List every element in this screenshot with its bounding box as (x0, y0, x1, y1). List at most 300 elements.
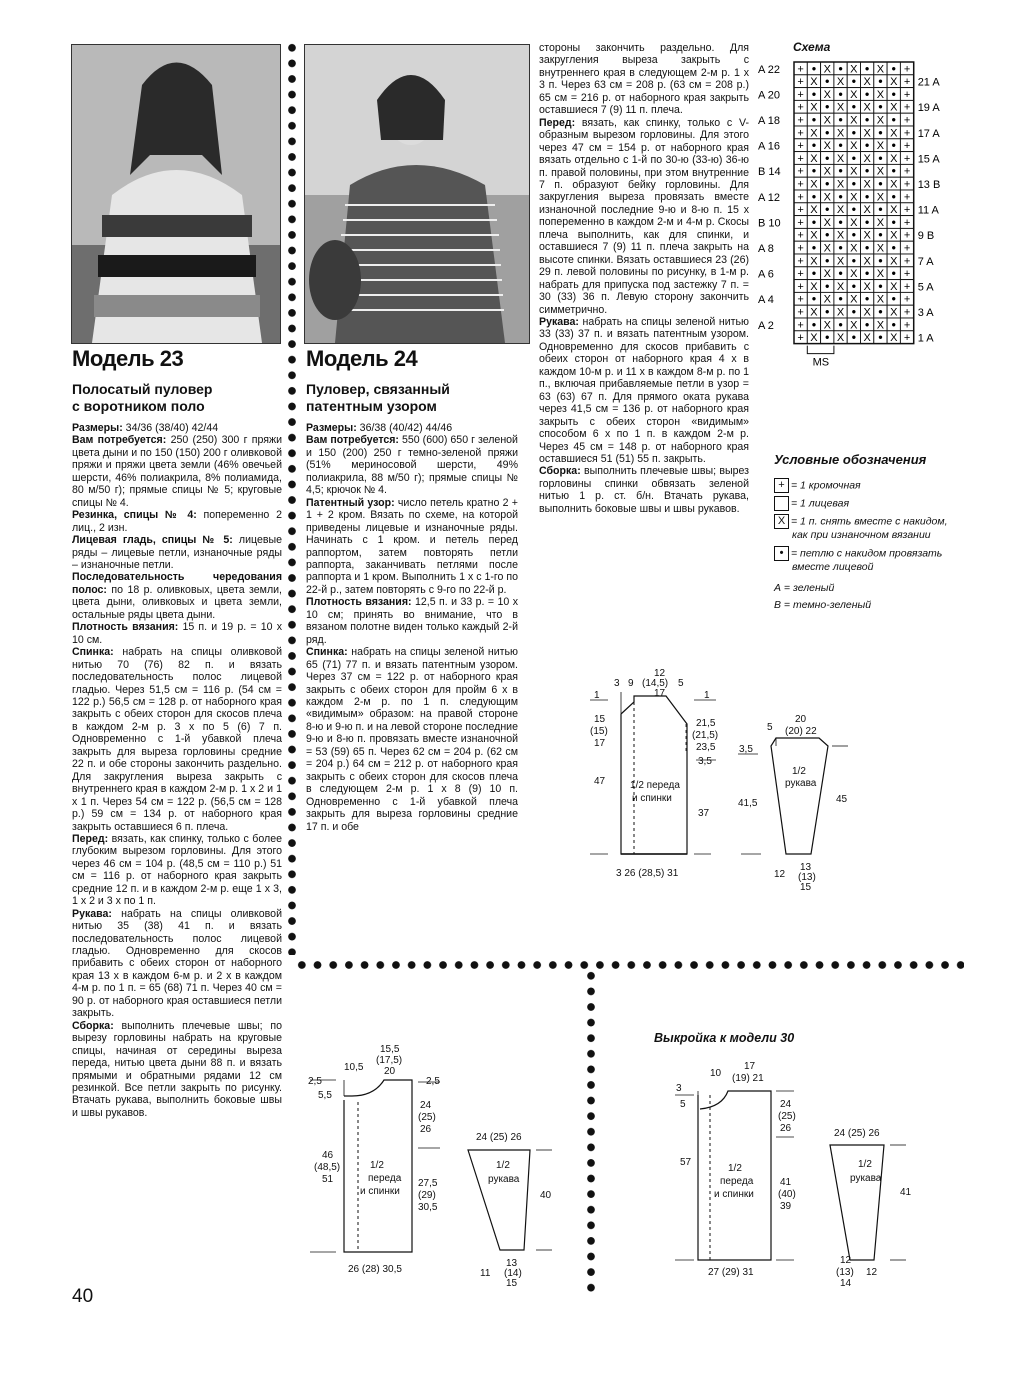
p24-dim-l17: 17 (594, 738, 606, 749)
model-24-paragraph-label: Рукава: (539, 315, 579, 328)
scheme-cell-symbol: • (838, 266, 843, 281)
scheme-cell-symbol: X (876, 319, 885, 332)
model-24-paragraph-label: Перед: (539, 116, 576, 129)
model-24-paragraph-label: Спинка: (306, 646, 348, 659)
p30-dim-r26: 26 (780, 1123, 792, 1134)
scheme-cell-symbol: + (903, 178, 911, 191)
p30-dim-r40: (40) (778, 1189, 796, 1200)
p23-dim-r26: 26 (420, 1124, 432, 1135)
p30-sleeve-label1: 1/2 (858, 1159, 872, 1170)
scheme-cell-symbol: X (850, 165, 858, 178)
scheme-cell-symbol: • (878, 176, 883, 191)
scheme-cell-symbol: • (851, 202, 856, 217)
p30-dim-top1921: (19) 21 (732, 1073, 764, 1084)
p24-dim-top-c: 12 (654, 668, 666, 679)
scheme-cell-symbol: • (878, 99, 883, 114)
scheme-cell-symbol: • (825, 176, 830, 191)
model-24-paragraph (539, 465, 749, 515)
scheme-cell-symbol: X (836, 229, 845, 242)
scheme-cell-symbol: • (825, 253, 830, 268)
p30-dim-r39: 39 (780, 1201, 792, 1212)
scheme-cell-symbol: X (810, 280, 818, 293)
scheme-cell-symbol: + (903, 88, 911, 101)
scheme-cell-symbol: • (865, 266, 870, 281)
legend-item-knit-text: = 1 лицевая (791, 497, 850, 510)
legend-title: Условные обозначения (774, 452, 927, 467)
scheme-cell-symbol: X (876, 216, 885, 229)
scheme-cell-symbol: + (797, 255, 804, 268)
p23-dim-top105: 10,5 (344, 1062, 364, 1073)
p24-dim-r1: 1 (704, 690, 710, 701)
scheme-cell-symbol: • (851, 176, 856, 191)
p23-body-label3: и спинки (360, 1186, 400, 1197)
p23-dim-r25: 2,5 (426, 1076, 440, 1087)
scheme-cell-symbol: • (891, 138, 896, 153)
model-24-paragraph (306, 497, 518, 597)
model-24-paragraph-text: 36/38 (40/42) 44/46 (356, 422, 453, 434)
p24-dim-l1: 1 (594, 690, 600, 701)
model-23-paragraph-text: 34/36 (38/40) 42/44 (122, 422, 219, 434)
model-24-paragraph (306, 596, 518, 646)
scheme-ms-bracket (807, 346, 834, 354)
scheme-row-label-left: A 12 (758, 191, 781, 204)
p24-s-45: 45 (836, 794, 848, 805)
scheme-cell-symbol: • (825, 278, 830, 293)
scheme-cell-symbol: + (797, 76, 804, 89)
scheme-cell-symbol: X (823, 319, 831, 332)
p23-s-bot11: 11 (480, 1268, 491, 1279)
model-23-paragraph (72, 908, 282, 1020)
scheme-cell-symbol: • (811, 214, 817, 229)
page-number: 40 (72, 1286, 94, 1307)
scheme-cell-symbol: X (823, 268, 831, 281)
p24-dim-top-d: (14,5) (642, 678, 669, 689)
model-24-paragraph-text: выполнить плечевые швы; вырез горловины спинки обвязать зеленой нитью 1 р. ст. б/н. Втачать рукава, выполнить боковые швы и швы рукавов. (539, 465, 749, 515)
p24-dim-l15: 15 (594, 714, 606, 725)
scheme-cell-symbol: X (890, 229, 898, 242)
p24-dim-top-e: 17 (654, 688, 666, 699)
scheme-cell-symbol: • (838, 189, 843, 204)
scheme-cell-symbol: X (876, 165, 885, 178)
p23-dim-l55: 5,5 (318, 1090, 332, 1101)
scheme-cell-symbol: X (810, 229, 818, 242)
slip-stitch-icon: X (774, 514, 789, 529)
scheme-row-label-left: A 18 (758, 115, 781, 127)
legend-item-slip-text: = 1 п. снять вместе с накидом, (791, 515, 948, 528)
scheme-cell-symbol: • (825, 74, 830, 89)
scheme-cell-symbol: • (811, 61, 817, 76)
scheme-cell-symbol: + (903, 229, 911, 242)
p30-dim-l5: 5 (680, 1099, 686, 1110)
scheme-cell-symbol: • (851, 330, 856, 345)
scheme-cell-symbol: X (823, 216, 831, 229)
legend-item-yo-text2: вместе лицевой (792, 561, 874, 573)
scheme-cell-symbol: + (797, 63, 804, 76)
legend-item-yo-text: = петлю с накидом провязать (791, 547, 943, 560)
scheme-cell-symbol: • (811, 86, 817, 101)
scheme-cell-symbol: X (810, 127, 818, 140)
scheme-cell-symbol: + (903, 63, 911, 76)
knit-stitch-icon (774, 496, 789, 511)
scheme-cell-symbol: X (810, 204, 818, 217)
p30-s-bot12b: 12 (866, 1267, 878, 1278)
model-23-paragraph (72, 621, 282, 646)
scheme-cell-symbol: X (823, 140, 831, 153)
dotted-separator-vertical-2 (586, 968, 596, 1298)
p23-dim-r305: 30,5 (418, 1202, 438, 1213)
scheme-cell-symbol: • (851, 227, 856, 242)
scheme-cell-symbol: • (891, 112, 896, 127)
scheme-cell-symbol: + (797, 293, 804, 306)
p23-s-bot13: 13 (506, 1258, 518, 1269)
p23-dim-l51: 51 (322, 1174, 334, 1185)
scheme-row-label-left: A 4 (758, 294, 774, 307)
scheme-row-label-right: 9 B (917, 230, 935, 243)
p23-body-label2: переда (368, 1173, 402, 1184)
scheme-cell-symbol: X (863, 178, 871, 191)
p24-dim-bottom: 3 26 (28,5) 31 (616, 868, 679, 879)
p30-body-label1: 1/2 (728, 1163, 742, 1174)
scheme-cell-symbol: X (876, 268, 885, 281)
scheme-cell-symbol: X (876, 63, 885, 76)
scheme-cell-symbol: • (891, 317, 896, 332)
p30-dim-l57: 57 (680, 1157, 692, 1168)
scheme-cell-symbol: • (891, 214, 896, 229)
model-24-text-col2 (306, 422, 518, 833)
scheme-cell-symbol: • (838, 291, 843, 306)
photo-model-24 (304, 44, 530, 344)
scheme-cell-symbol: X (850, 319, 858, 332)
scheme-cell-symbol: • (891, 189, 896, 204)
p30-s-41: 41 (900, 1187, 912, 1198)
scheme-cell-symbol: + (797, 268, 804, 281)
model-23-paragraph-label: Сборка: (72, 1019, 114, 1032)
p23-sleeve-label1: 1/2 (496, 1160, 510, 1171)
pattern-30-title: Выкройка к модели 30 (654, 1031, 795, 1045)
model-24-paragraph (539, 42, 749, 117)
model-23-paragraph-text: попеременно 2 лиц., 2 изн. (72, 509, 282, 534)
yarn-over-icon: • (774, 546, 789, 561)
scheme-cell-symbol: X (810, 101, 818, 114)
scheme-cell-symbol: • (811, 189, 817, 204)
scheme-cell-symbol: • (838, 61, 843, 76)
model-24-subtitle-line1: Пуловер, связанный (306, 381, 450, 397)
scheme-cell-symbol: X (823, 242, 831, 255)
model-23-paragraph-text: набрать на спицы оливковой нитью 35 (38) 41 п. и вязать последовательность полос лицевой гладью. Одновременно для скосов прибавить с обеих сторон от наборного края 13 х в каждом 6-м р. и 2 х в каждом 4-м р. по 1 п. = 65 (68) 71 п. Через 40 см = 90 р. от наборного края оставшиеся петли закрыть. (72, 907, 282, 1020)
scheme-cell-symbol: X (810, 332, 818, 345)
scheme-cell-symbol: + (797, 152, 804, 165)
p23-dim-l485: (48,5) (314, 1162, 341, 1173)
model-23-paragraph-label: Размеры: (72, 422, 123, 434)
scheme-cell-symbol: • (825, 304, 830, 319)
scheme-cell-symbol: X (863, 76, 871, 89)
scheme-cell-symbol: • (865, 86, 870, 101)
p30-s-bot14: 14 (840, 1278, 852, 1289)
scheme-cell-symbol: • (825, 125, 830, 140)
scheme-cell-symbol: • (878, 202, 883, 217)
p23-dim-r29: (29) (418, 1190, 436, 1201)
p24-s-35: 3,5 (739, 744, 753, 755)
scheme-cell-symbol: • (891, 86, 896, 101)
scheme-cell-symbol: • (865, 61, 870, 76)
model-24-paragraph-text: набрать на спицы зеленой нитью 33 (33) 37 п. и вязать патентным узором. Одновременно для скосов прибавить с обеих сторон от наборного края 4 х в каждом 10-м р. и 11 х в каждом 8-м р. по 1 п., включая прибавляемые петли в узор = 63 (63) 67 п. Для прямого оката рукава через 41,5 см = 136 р. от наборного края закрыть с обеих сторон «видимым» способом 6 х по 1 п. в каждом 2-м р. Через 45 см = 148 р. от наборного края оставшиеся 51 (51) 55 п. закрыть. (539, 315, 749, 465)
scheme-row-label-left: A 22 (758, 63, 781, 76)
scheme-cell-symbol: • (825, 227, 830, 242)
scheme-cell-symbol: • (865, 163, 870, 178)
scheme-cell-symbol: X (836, 332, 845, 345)
scheme-cell-symbol: • (865, 189, 870, 204)
p30-dim-bottom: 27 (29) 31 (708, 1267, 754, 1278)
model-23-paragraph-text: 250 (250) 300 г пряжи цвета дыни и по 150 (150) 200 г оливковой пряжи и пряжи цвета земли (46% овечьей шерсти, 46% полиакрила, 8% полиамида, 80 м/50 г); прямые спицы № 5; круговые спицы № 4. (72, 434, 282, 509)
scheme-cell-symbol: + (797, 165, 804, 178)
scheme-cell-symbol: • (878, 227, 883, 242)
p23-s-bot15: 15 (506, 1278, 518, 1289)
photo-model-23 (71, 44, 281, 344)
model-23-paragraph-label: Лицевая гладь, спицы № 5: (72, 534, 233, 547)
model-23-paragraph-label: Спинка: (72, 646, 114, 659)
p23-body-label1: 1/2 (370, 1160, 384, 1171)
model-24-paragraph-text: набрать на спицы зеленой нитью 65 (71) 77 п. и вязать патентным узором. Через 37 см = 122 р. от наборного края закрыть с обеих сторон для пройм 6 х в каждом 2-м р. по 1 п. следующим «видимым» образом: на правой стороне 8-ю и 9-ю п. и на левой стороне последние 9-ю и 8-ю п. провязать вместе изнаночной = 53 (59) 65 п. Через 62 см = 204 р. (62 см = 204 р.) 64 см = 212 р. от наборного края закрыть с обеих сторон для скосов плеча в следующем 2-м р. 1 х 8 (9) 10 п. Одновременно с 1-й убавкой плеча закрыть для выреза горловины средние 17 п. и обе (306, 646, 518, 833)
scheme-cell-symbol: • (878, 253, 883, 268)
p24-dim-r37: 37 (698, 808, 710, 819)
scheme-row-label-right: 19 A (917, 102, 940, 115)
scheme-cell-symbol: + (797, 204, 804, 217)
scheme-row-label-right: 1 A (917, 332, 934, 345)
p30-dim-r25: (25) (778, 1111, 796, 1122)
scheme-row-label-left: A 16 (758, 140, 781, 153)
model-23-paragraph-label: Плотность вязания: (72, 621, 179, 634)
scheme-cell-symbol: + (903, 165, 911, 178)
scheme-cell-symbol: • (838, 86, 843, 101)
model-23-subtitle-line2: с воротником поло (72, 398, 205, 414)
scheme-cell-symbol: + (903, 268, 911, 281)
scheme-cell-symbol: • (865, 291, 870, 306)
model-24-paragraph-text: 12,5 п. и 33 р. = 10 х 10 см; принять во внимание, что в вязаном полотне виден только каждый 2-й ряд. (306, 596, 519, 646)
scheme-cell-symbol: + (797, 319, 804, 332)
model-23-paragraph (72, 833, 282, 908)
model-24-paragraph (306, 422, 518, 434)
p24-sleeve-label2: рукава (785, 778, 817, 789)
scheme-cell-symbol: • (891, 61, 896, 76)
scheme-row-label-left: A 6 (758, 268, 774, 281)
scheme-cell-symbol: + (903, 127, 911, 140)
scheme-cell-symbol: • (891, 266, 896, 281)
scheme-row-label-left: A 8 (758, 243, 774, 255)
dotted-separator-vertical-1 (287, 40, 297, 955)
scheme-cell-symbol: + (797, 332, 804, 345)
scheme-row-label-right: 21 A (917, 76, 940, 89)
scheme-cell-symbol: • (851, 304, 856, 319)
photo-model-23-figure (72, 45, 280, 343)
scheme-cell-symbol: + (903, 293, 911, 306)
scheme-cell-symbol: X (863, 280, 871, 293)
p24-s-415: 41,5 (738, 798, 758, 809)
p23-dim-bottom: 26 (28) 30,5 (348, 1264, 402, 1275)
scheme-cell-symbol: • (878, 74, 883, 89)
scheme-cell-symbol: + (797, 178, 804, 191)
scheme-cell-symbol: X (823, 63, 831, 76)
scheme-cell-symbol: + (903, 101, 911, 114)
scheme-cell-symbol: X (890, 101, 898, 114)
p23-sleeve-label2: рукава (488, 1174, 520, 1185)
legend-item-yo (774, 546, 942, 573)
model-23-paragraph-label: Резинка, спицы № 4: (72, 509, 197, 522)
scheme-cell-symbol: • (811, 291, 817, 306)
scheme-cell-symbol: X (850, 293, 858, 306)
p30-s-top: 24 (25) 26 (834, 1128, 880, 1139)
p24-dim-top-a: 3 (614, 678, 620, 689)
p30-dim-top10: 10 (710, 1068, 722, 1079)
scheme-cell-symbol: • (811, 240, 817, 255)
scheme-cell-symbol: X (850, 216, 858, 229)
p24-s-bot13b: (13) (798, 872, 816, 883)
legend-item-slip-text2: как при изнаночном вязании (792, 529, 931, 541)
p24-s-top5: 5 (767, 722, 773, 733)
model-23-paragraph-label: Рукава: (72, 907, 112, 920)
model-24-paragraph-text: 550 (600) 650 г зеленой и 150 (200) 250 г темно-зеленой пряжи (51% мериносовой шерсти, 49% полиакрила, 88 м/50 г); прямые спицы № 4,5; крючок № 4. (306, 434, 518, 497)
edge-stitch-icon: + (774, 478, 789, 493)
scheme-title: Схема (793, 40, 831, 54)
p23-dim-l25: 2,5 (308, 1076, 322, 1087)
scheme-cell-symbol: X (863, 152, 871, 165)
scheme-row-label-right: 11 A (917, 204, 939, 217)
legend-item-edge (774, 478, 861, 493)
scheme-cell-symbol: • (865, 138, 870, 153)
model-23-paragraph (72, 534, 282, 571)
model-23-paragraph (72, 422, 282, 434)
p30-dim-r41: 41 (780, 1177, 792, 1188)
p23-dim-r25b: (25) (418, 1112, 436, 1123)
scheme-cell-symbol: + (797, 127, 804, 140)
model-24-paragraph-label: Сборка: (539, 465, 581, 478)
model-24-subtitle-line2: патентным узором (306, 398, 437, 414)
scheme-cell-symbol: + (903, 216, 911, 229)
scheme-cell-symbol: + (797, 306, 804, 319)
pattern-model-24 (586, 664, 866, 894)
scheme-cell-symbol: + (903, 319, 911, 332)
scheme-cell-symbol: X (890, 152, 898, 165)
model-24-paragraph (306, 434, 518, 496)
scheme-cell-symbol: • (825, 150, 830, 165)
model-23-subtitle-line1: Полосатый пуловер (72, 381, 213, 397)
scheme-cell-symbol: + (903, 280, 911, 293)
model-23-subtitle (72, 381, 212, 415)
scheme-cell-symbol: • (891, 240, 896, 255)
scheme-cell-symbol: X (863, 127, 871, 140)
dotted-separator-horizontal (294, 960, 964, 970)
p24-dim-l47: 47 (594, 776, 606, 787)
model-23-paragraph-label: Перед: (72, 832, 109, 845)
p24-dim-top-b: 9 (628, 678, 634, 689)
scheme-cell-symbol: • (838, 138, 843, 153)
scheme-cell-symbol: X (890, 280, 898, 293)
scheme-cell-symbol: X (850, 114, 858, 127)
scheme-cell-symbol: X (836, 306, 845, 319)
scheme-row-label-left: A 2 (758, 319, 774, 332)
scheme-cell-symbol: X (876, 293, 885, 306)
scheme-cell-symbol: • (825, 330, 830, 345)
scheme-cell-symbol: X (863, 101, 871, 114)
scheme-cell-symbol: + (797, 280, 804, 293)
scheme-cell-symbol: • (865, 240, 870, 255)
scheme-cell-symbol: X (810, 306, 818, 319)
scheme-row-label-right: 17 A (917, 127, 940, 140)
model-24-paragraph-text: стороны закончить раздельно. Для закругления выреза закрыть с внутреннего края в следующем 2-м р. 1 х 3 п. Через 63 см = 208 р. (63 см = 208 р.) 65 см = 216 р. от наборного края закрыть оставшиеся 7 (9) 11 п. плеча. (539, 42, 749, 117)
model-24-paragraph-text: число петель кратно 2 + 1 + 2 кром. Вязать по схеме, на которой приведены лицевые и изнаночные ряды. Начинать с 1 кром. и петель перед раппортом, затем повторять петли раппорта, заканчивать петлями после раппорта и 1 кром. Выполнить 1 х с 1-го по 22-й р., затем повторять с 9-го по 22-й р. (306, 496, 518, 596)
p23-s-bot14: (14) (504, 1268, 522, 1279)
model-24-paragraph (539, 316, 749, 465)
scheme-ms-label: MS (812, 356, 830, 369)
pattern-model-23 (300, 1040, 580, 1290)
scheme-cell-symbol: X (876, 140, 885, 153)
scheme-cell-symbol: X (850, 268, 858, 281)
scheme-cell-symbol: + (903, 114, 911, 127)
scheme-cell-symbol: X (890, 204, 898, 217)
scheme-cell-symbol: + (903, 152, 911, 165)
scheme-cell-symbol: X (863, 332, 871, 345)
p24-dim-r215b: (21,5) (692, 730, 719, 741)
model-23-paragraph-text: по 18 р. оливковых, цвета земли, цвета дыни, оливковых и цвета земли, остальные ряды цвета дыни. (72, 583, 282, 621)
p23-dim-top20: 20 (384, 1066, 396, 1077)
model-24-paragraph-text: вязать, как спинку, только с V-образным вырезом горловины. Для этого через 47 см = 154 р. от наборного края вязать отдельно с 1-й по 30-ю (33-ю) 36-ю п. правой половины, при этом внутренние 7 п. образуют бейку горловины. Для закругления выреза провязать вместе изнаночной последние 9-ю и 8-ю п. 15 х попеременно в каждом 2-м и 4-м р. Скосы плеча выполнить, как для спинки, и оставшиеся 7 (9) 11 п. плеча закрыть на высоте спинки. Вязать оставшиеся 23 (26) 29 п. левой половины по рисунку, в 1-м р. набрать для припуска под застежку 7 п. = 30 (33) 36 п. Левую сторону закончить симметрично. (539, 116, 749, 316)
scheme-cell-symbol: + (903, 306, 911, 319)
scheme-cell-symbol: X (890, 76, 898, 89)
scheme-cell-symbol: • (878, 330, 883, 345)
scheme-cell-symbol: X (836, 255, 845, 268)
scheme-cell-symbol: X (810, 76, 818, 89)
scheme-cell-symbol: X (836, 204, 845, 217)
p23-s-40: 40 (540, 1190, 552, 1201)
p24-dim-r35: 3,5 (698, 756, 712, 767)
p23-dim-top155: 15,5 (380, 1044, 400, 1055)
scheme-cell-symbol: • (851, 253, 856, 268)
scheme-row-label-right: 13 B (917, 179, 941, 191)
scheme-cell-symbol: • (851, 125, 856, 140)
scheme-cell-symbol: • (838, 214, 843, 229)
scheme-cell-symbol: X (890, 255, 898, 268)
scheme-cell-symbol: X (876, 191, 885, 204)
legend-color-a: А = зеленый (774, 582, 835, 594)
p24-dim-l15b: (15) (590, 726, 608, 737)
scheme-cell-symbol: X (876, 88, 885, 101)
scheme-cell-symbol: X (850, 88, 858, 101)
scheme-row-label-left: A 20 (758, 89, 781, 102)
model-23-paragraph-text: 15 п. и 19 р. = 10 х 10 см. (72, 621, 282, 646)
legend-item-edge-text: = 1 кромочная (791, 479, 861, 492)
p23-dim-l46: 46 (322, 1150, 334, 1161)
scheme-cell-symbol: • (851, 278, 856, 293)
legend-item-knit (774, 496, 849, 511)
model-24-paragraph-label: Размеры: (306, 422, 357, 434)
scheme-cell-symbol: • (865, 317, 870, 332)
scheme-cell-symbol: X (836, 127, 845, 140)
scheme-cell-symbol: + (797, 229, 804, 242)
scheme-cell-symbol: X (876, 242, 885, 255)
scheme-row-label-right: 5 A (917, 281, 934, 294)
p23-dim-top175: (17,5) (376, 1055, 403, 1066)
scheme-cell-symbol: • (838, 317, 843, 332)
scheme-row-label-left: B 10 (758, 217, 781, 230)
scheme-cell-symbol: • (878, 304, 883, 319)
scheme-cell-symbol: • (838, 240, 843, 255)
scheme-cell-symbol: X (823, 293, 831, 306)
scheme-cell-symbol: X (823, 191, 831, 204)
p30-s-bot12: 12 (840, 1255, 852, 1266)
scheme-cell-symbol: X (823, 165, 831, 178)
scheme-cell-symbol: • (851, 74, 856, 89)
model-23-paragraph (72, 1020, 282, 1120)
scheme-row-label-left: B 14 (758, 166, 781, 179)
